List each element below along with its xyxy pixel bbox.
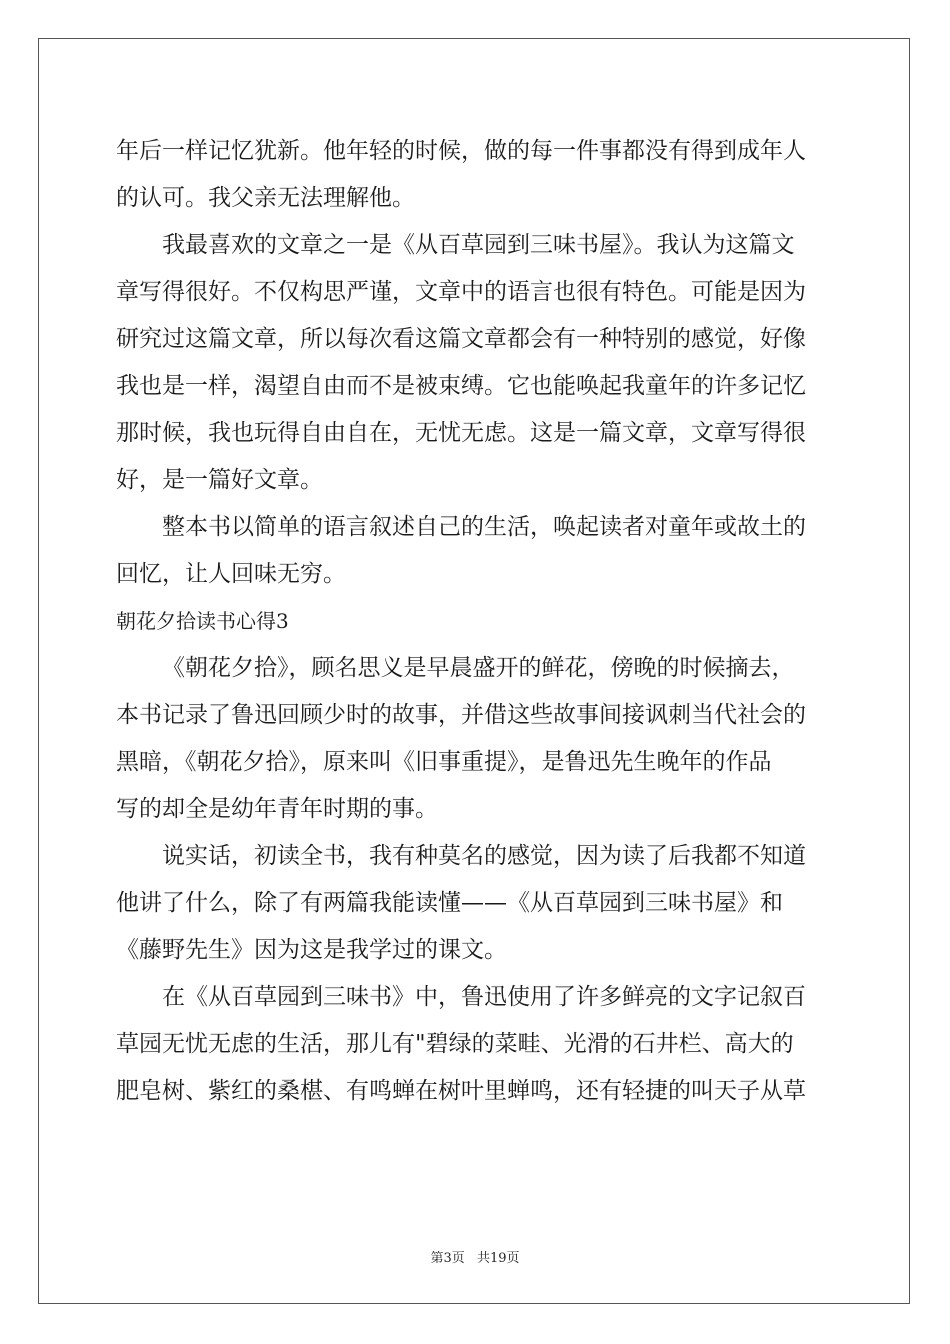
text-line: 《藤野先生》因为这是我学过的课文。 bbox=[116, 937, 507, 963]
text-line: 在《从百草园到三味书》中，鲁迅使用了许多鲜亮的文字记叙百 bbox=[162, 984, 806, 1010]
current-page-number: 第3页 bbox=[430, 1251, 465, 1266]
text-line: 他讲了什么，除了有两篇我能读懂——《从百草园到三味书屋》和 bbox=[116, 890, 783, 916]
text-line: 本书记录了鲁迅回顾少时的故事，并借这些故事间接讽刺当代社会的 bbox=[116, 702, 806, 728]
section-heading: 朝花夕拾读书心得3 bbox=[116, 609, 289, 633]
document-body bbox=[116, 128, 834, 1115]
text-line: 说实话，初读全书，我有种莫名的感觉，因为读了后我都不知道 bbox=[162, 843, 806, 869]
text-line: 草园无忧无虑的生活，那儿有"碧绿的菜畦、光滑的石井栏、高大的 bbox=[116, 1031, 794, 1057]
text-line: 回忆，让人回味无穷。 bbox=[116, 561, 346, 587]
text-line: 整本书以简单的语言叙述自己的生活，唤起读者对童年或故土的 bbox=[162, 514, 806, 540]
text-line: 我最喜欢的文章之一是《从百草园到三味书屋》。我认为这篇文 bbox=[162, 232, 795, 258]
text-line: 《朝花夕拾》，顾名思义是早晨盛开的鲜花，傍晚的时候摘去， bbox=[162, 655, 795, 681]
text-line: 章写得很好。不仅构思严谨，文章中的语言也很有特色。可能是因为 bbox=[116, 279, 806, 305]
text-line: 黑暗，《朝花夕拾》，原来叫《旧事重提》，是鲁迅先生晚年的作品 bbox=[116, 749, 772, 775]
text-line: 那时候，我也玩得自由自在，无忧无虑。这是一篇文章，文章写得很 bbox=[116, 420, 806, 446]
text-line: 年后一样记忆犹新。他年轻的时候，做的每一件事都没有得到成年人 bbox=[116, 138, 806, 164]
text-line: 研究过这篇文章，所以每次看这篇文章都会有一种特别的感觉，好像 bbox=[116, 326, 806, 352]
text-line: 我也是一样，渴望自由而不是被束缚。它也能唤起我童年的许多记忆 bbox=[116, 373, 806, 399]
total-pages: 共19页 bbox=[476, 1251, 520, 1266]
page-footer bbox=[0, 1247, 950, 1266]
text-line: 写的却全是幼年青年时期的事。 bbox=[116, 796, 438, 822]
text-line: 肥皂树、紫红的桑椹、有鸣蝉在树叶里蝉鸣，还有轻捷的叫天子从草 bbox=[116, 1078, 806, 1104]
text-line: 的认可。我父亲无法理解他。 bbox=[116, 185, 415, 211]
text-line: 好，是一篇好文章。 bbox=[116, 467, 323, 493]
